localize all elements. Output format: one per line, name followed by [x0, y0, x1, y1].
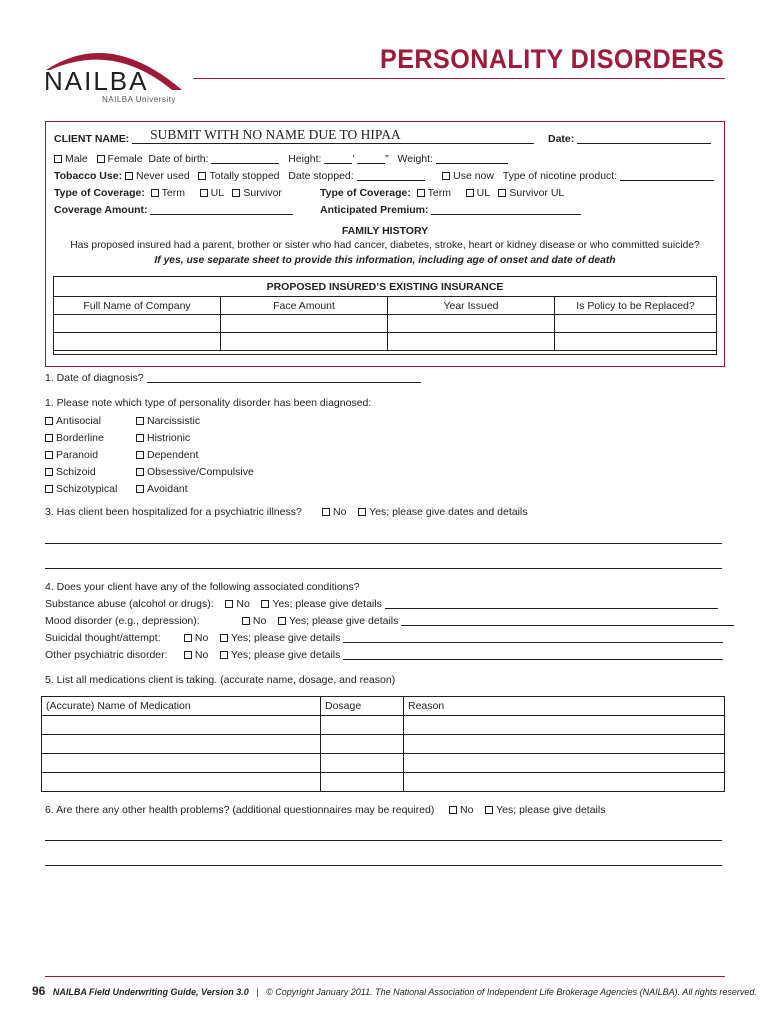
footer-copyright: © Copyright January 2011. The National Association of Independent Life Brokerage Agencies (NAILBA). All rights reserved.	[266, 987, 757, 997]
dependent-label: Dependent	[147, 449, 199, 461]
coverage-amount-row	[54, 204, 293, 216]
weight-label: Weight:	[397, 153, 433, 165]
yes-label: Yes; please give details	[289, 615, 399, 627]
use-now-label: Use now	[453, 170, 494, 182]
diagnosis-date-label: 1. Date of diagnosis?	[45, 372, 144, 384]
survivor-ul-checkbox[interactable]	[498, 189, 506, 197]
gender-row	[54, 153, 508, 165]
list-item	[136, 447, 254, 464]
condition-row-mood	[45, 615, 734, 627]
q1-text: 1. Please note which type of personality disorder has been diagnosed:	[45, 397, 372, 409]
height-inches-field[interactable]	[357, 153, 385, 164]
table-row	[42, 697, 725, 716]
substance-label: Substance abuse (alcohol or drugs):	[45, 598, 214, 610]
inches-mark: ”	[385, 153, 389, 165]
q6-answer-line-2[interactable]	[45, 865, 722, 866]
table-cell[interactable]	[42, 735, 321, 754]
coverage-label: Type of Coverage:	[54, 187, 145, 199]
q5-text: 5. List all medications client is taking. (accurate name, dosage, and reason)	[45, 674, 396, 686]
table-cell[interactable]	[555, 333, 717, 351]
mood-details-field[interactable]	[401, 615, 734, 626]
never-used-checkbox[interactable]	[125, 172, 133, 180]
table-cell[interactable]	[404, 735, 725, 754]
premium-field[interactable]	[431, 204, 581, 215]
q6-answer-line-1[interactable]	[45, 840, 722, 841]
date-label: Date:	[548, 133, 575, 145]
footer-separator: |	[256, 987, 259, 997]
list-item	[136, 464, 254, 481]
ul-checkbox[interactable]	[200, 189, 208, 197]
q3-answer-line-2[interactable]	[45, 568, 722, 569]
ul-label-2: UL	[476, 187, 490, 199]
table-row	[42, 754, 725, 773]
med-col-name: (Accurate) Name of Medication	[42, 697, 321, 716]
family-history-question: Has proposed insured had a parent, brother or sister who had cancer, diabetes, stroke, heart or kidney disease or who committed suicide?	[70, 240, 700, 251]
paranoid-label: Paranoid	[56, 449, 99, 461]
table-row	[42, 735, 725, 754]
substance-yes-checkbox[interactable]	[261, 600, 269, 608]
coverage-row-left	[54, 187, 282, 199]
list-item	[45, 464, 117, 481]
q3-yes-checkbox[interactable]	[358, 508, 366, 516]
list-item	[45, 481, 117, 498]
q6-yes-label: Yes; please give details	[496, 804, 606, 816]
feet-mark: ’	[352, 153, 355, 165]
date-field[interactable]	[577, 133, 711, 144]
female-label: Female	[107, 153, 143, 165]
yes-label: Yes; please give details	[231, 632, 341, 644]
q6-yes-checkbox[interactable]	[485, 806, 493, 814]
male-checkbox[interactable]	[54, 155, 62, 163]
schizoid-checkbox[interactable]	[45, 468, 53, 476]
totally-stopped-checkbox[interactable]	[198, 172, 206, 180]
q6-no-checkbox[interactable]	[449, 806, 457, 814]
list-item	[45, 447, 117, 464]
q6-options	[449, 804, 605, 816]
height-feet-field[interactable]	[324, 153, 355, 165]
premium-label: Anticipated Premium:	[320, 204, 429, 216]
table-cell[interactable]	[42, 773, 321, 792]
q4-text: 4. Does your client have any of the following associated conditions?	[45, 581, 360, 593]
table-row	[54, 333, 717, 351]
diagnosis-date-field[interactable]	[147, 372, 421, 383]
mood-yes-checkbox[interactable]	[278, 617, 286, 625]
footer-guide: NAILBA Field Underwriting Guide, Version 3.0	[52, 987, 249, 997]
disorder-list-col1	[45, 413, 117, 498]
client-name-row	[54, 127, 534, 145]
dependent-checkbox[interactable]	[136, 451, 144, 459]
coverage-label-2: Type of Coverage:	[320, 187, 411, 199]
antisocial-checkbox[interactable]	[45, 417, 53, 425]
list-item	[136, 430, 254, 447]
borderline-checkbox[interactable]	[45, 434, 53, 442]
family-history-heading: FAMILY HISTORY	[341, 225, 429, 237]
med-col-dosage: Dosage	[321, 697, 404, 716]
borderline-label: Borderline	[56, 432, 104, 444]
table-cell[interactable]	[555, 315, 717, 333]
substance-details-field[interactable]	[385, 598, 718, 609]
disorder-list-col2	[136, 413, 254, 498]
other-label: Other psychiatric disorder:	[45, 649, 168, 661]
survivor-checkbox[interactable]	[232, 189, 240, 197]
suicidal-details-field[interactable]	[343, 632, 723, 643]
obsessive-compulsive-checkbox[interactable]	[136, 468, 144, 476]
q6-no-label: No	[460, 804, 474, 816]
logo-text: NAILBA	[44, 66, 149, 96]
condition-row-other	[45, 649, 723, 661]
client-name-label: CLIENT NAME:	[54, 133, 130, 145]
substance-no-checkbox[interactable]	[225, 600, 233, 608]
obsessive-compulsive-label: Obsessive/Compulsive	[147, 466, 254, 478]
avoidant-label: Avoidant	[147, 483, 188, 495]
coverage-amount-field[interactable]	[150, 204, 293, 215]
table-cell[interactable]	[404, 716, 725, 735]
antisocial-label: Antisocial	[56, 415, 101, 427]
no-label: No	[252, 615, 267, 627]
coverage-amount-label: Coverage Amount:	[54, 204, 148, 216]
page-number: 96	[32, 984, 46, 998]
height-label: Height:	[288, 153, 322, 165]
mood-label: Mood disorder (e.g., depression):	[45, 615, 200, 627]
weight-field[interactable]	[436, 153, 508, 164]
table-cell[interactable]	[221, 315, 388, 333]
other-yes-checkbox[interactable]	[220, 651, 228, 659]
logo	[40, 36, 190, 108]
dob-field[interactable]	[211, 153, 279, 164]
premium-row	[320, 204, 581, 216]
medication-table	[41, 696, 725, 792]
table-cell[interactable]	[321, 716, 404, 735]
insurance-col-company: Full Name of Company	[54, 297, 221, 315]
condition-row-substance	[45, 598, 718, 610]
suicidal-label: Suicidal thought/attempt:	[45, 632, 161, 644]
totally-stopped-label: Totally stopped	[209, 170, 280, 182]
yes-label: Yes; please give details	[231, 649, 341, 661]
condition-row-suicidal	[45, 632, 723, 644]
histrionic-checkbox[interactable]	[136, 434, 144, 442]
paranoid-checkbox[interactable]	[45, 451, 53, 459]
survivor-label: Survivor	[243, 187, 282, 199]
use-now-checkbox[interactable]	[442, 172, 450, 180]
other-details-field[interactable]	[343, 649, 723, 660]
ul-checkbox-2[interactable]	[466, 189, 474, 197]
never-used-label: Never used	[136, 170, 190, 182]
no-label: No	[236, 598, 250, 610]
table-cell[interactable]	[404, 754, 725, 773]
other-no-checkbox[interactable]	[184, 651, 192, 659]
survivor-ul-label: Survivor UL	[509, 187, 565, 199]
tobacco-label: Tobacco Use:	[54, 170, 123, 182]
avoidant-checkbox[interactable]	[136, 485, 144, 493]
date-stopped-label: Date stopped:	[288, 170, 354, 182]
list-item	[136, 413, 254, 430]
term-label: Term	[161, 187, 186, 199]
table-cell[interactable]	[388, 333, 555, 351]
table-cell[interactable]	[321, 735, 404, 754]
dob-label: Date of birth:	[148, 153, 209, 165]
term-checkbox[interactable]	[151, 189, 159, 197]
client-name-field[interactable]	[132, 127, 534, 144]
insurance-table	[53, 296, 717, 351]
q3-no-label: No	[333, 506, 347, 518]
table-cell[interactable]	[54, 333, 221, 351]
table-cell[interactable]	[321, 754, 404, 773]
table-cell[interactable]	[42, 754, 321, 773]
date-row	[548, 133, 711, 145]
insurance-heading: PROPOSED INSURED’S EXISTING INSURANCE	[266, 281, 504, 293]
insurance-col-year: Year Issued	[388, 297, 555, 315]
nicotine-label: Type of nicotine product:	[502, 170, 618, 182]
ul-label: UL	[210, 187, 224, 199]
q3-no-checkbox[interactable]	[322, 508, 330, 516]
footer-rule	[45, 976, 725, 977]
no-label: No	[194, 632, 209, 644]
yes-label: Yes; please give details	[272, 598, 382, 610]
table-cell[interactable]	[321, 773, 404, 792]
table-row	[54, 297, 717, 315]
date-stopped-field[interactable]	[357, 170, 425, 181]
table-cell[interactable]	[221, 333, 388, 351]
insurance-col-face: Face Amount	[221, 297, 388, 315]
table-cell[interactable]	[54, 315, 221, 333]
q3-text: 3. Has client been hospitalized for a psychiatric illness?	[45, 506, 302, 518]
list-item	[45, 413, 117, 430]
table-cell[interactable]	[42, 716, 321, 735]
term-label-2: Term	[427, 187, 452, 199]
header-rule	[193, 78, 725, 79]
q3-options	[322, 506, 528, 518]
schizotypical-checkbox[interactable]	[45, 485, 53, 493]
narcissistic-label: Narcissistic	[147, 415, 201, 427]
narcissistic-checkbox[interactable]	[136, 417, 144, 425]
list-item	[45, 430, 117, 447]
coverage-row-right	[320, 187, 564, 199]
term-checkbox-2[interactable]	[417, 189, 425, 197]
table-cell[interactable]	[404, 773, 725, 792]
diagnosis-date-row	[45, 372, 421, 384]
q3-yes-label: Yes; please give dates and details	[369, 506, 528, 518]
med-col-reason: Reason	[404, 697, 725, 716]
nicotine-field[interactable]	[620, 170, 714, 181]
schizotypical-label: Schizotypical	[56, 483, 118, 495]
table-cell[interactable]	[388, 315, 555, 333]
page-title: PERSONALITY DISORDERS	[380, 44, 725, 74]
mood-no-checkbox[interactable]	[242, 617, 250, 625]
histrionic-label: Histrionic	[147, 432, 191, 444]
logo-subtext: NAILBA University	[102, 95, 176, 104]
footer	[32, 984, 757, 998]
male-label: Male	[65, 153, 88, 165]
q6-text: 6. Are there any other health problems? (additional questionnaires may be required)	[45, 804, 435, 816]
no-label: No	[194, 649, 209, 661]
table-row	[54, 315, 717, 333]
suicidal-yes-checkbox[interactable]	[220, 634, 228, 642]
tobacco-row	[54, 170, 714, 182]
insurance-col-replaced: Is Policy to be Replaced?	[555, 297, 717, 315]
female-checkbox[interactable]	[97, 155, 105, 163]
client-name-value: SUBMIT WITH NO NAME DUE TO HIPAA	[150, 127, 401, 142]
list-item	[136, 481, 254, 498]
q3-answer-line-1[interactable]	[45, 543, 722, 544]
suicidal-no-checkbox[interactable]	[184, 634, 192, 642]
schizoid-label: Schizoid	[56, 466, 96, 478]
family-history-note: If yes, use separate sheet to provide this information, including age of onset and date of death	[154, 255, 616, 266]
table-row	[42, 716, 725, 735]
table-row	[42, 773, 725, 792]
